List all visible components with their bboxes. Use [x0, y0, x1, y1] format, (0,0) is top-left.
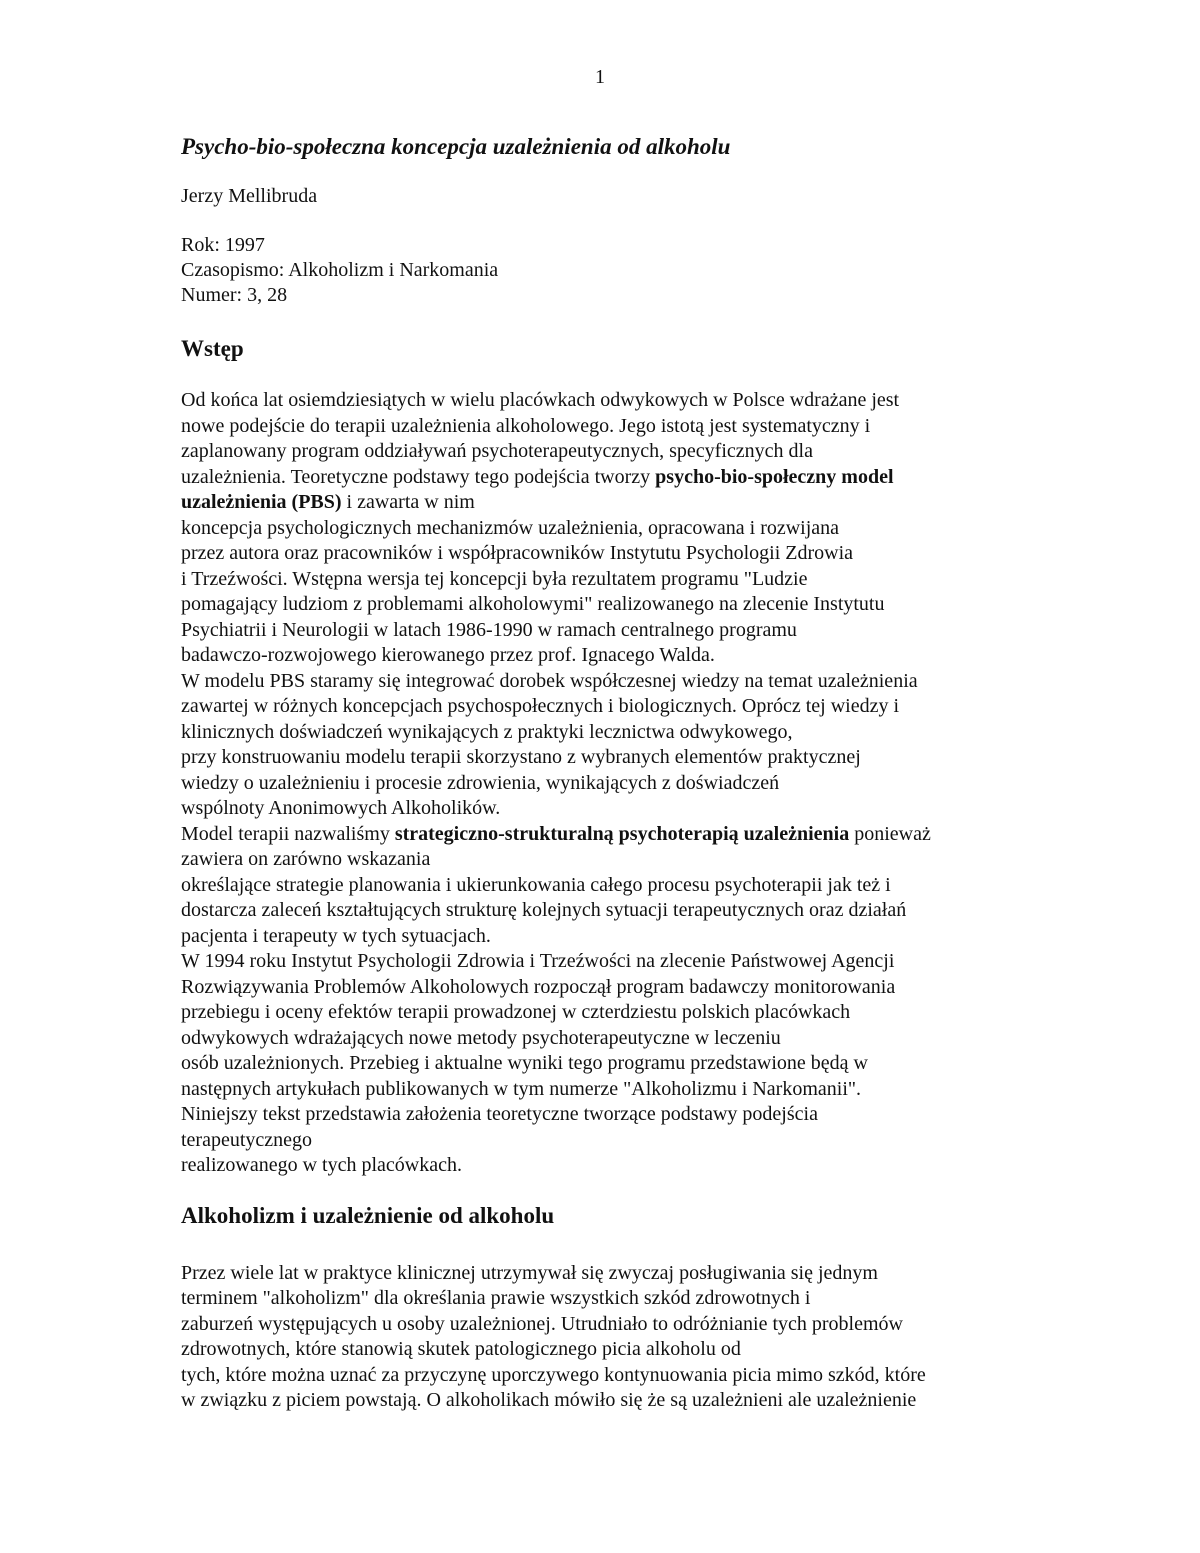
meta-number: Numer: 3, 28 — [181, 284, 288, 306]
publication-meta — [181, 233, 1141, 308]
text-line: Niniejszy tekst przedstawia założenia teoretyczne tworzące podstawy podejścia — [181, 1103, 818, 1125]
text-line: Rozwiązywania Problemów Alkoholowych rozpoczął program badawczy monitorowania — [181, 975, 896, 998]
bold-term-pbs-model: psycho-bio-społeczny model — [655, 465, 894, 488]
text-segment: uzależnienia. Teoretyczne podstawy tego podejścia tworzy — [181, 465, 656, 488]
text-line: dostarcza zaleceń kształtujących strukturę kolejnych sytuacji terapeutycznych oraz działań — [181, 899, 907, 921]
bold-term-therapy: strategiczno-strukturalną psychoterapią uzależnienia — [394, 822, 850, 845]
text-line — [181, 822, 1141, 848]
text-line: pacjenta i terapeuty w tych sytuacjach. — [181, 924, 491, 947]
text-line: W 1994 roku Instytut Psychologii Zdrowia i Trzeźwości na zlecenie Państwowej Agencji — [181, 950, 895, 972]
text-line: przez autora oraz pracowników i współpracowników Instytutu Psychologii Zdrowia — [181, 542, 854, 564]
text-line: określające strategie planowania i ukierunkowania całego procesu psychoterapii jak też i — [181, 873, 891, 896]
text-line: w związku z piciem powstają. O alkoholikach mówiło się że są uzależnieni ale uzależnienie — [181, 1389, 917, 1411]
text-line: tych, które można uznać za przyczynę uporczywego kontynuowania picia mimo szkód, które — [181, 1363, 926, 1386]
section-heading-intro: Wstęp — [181, 336, 244, 361]
author-name: Jerzy Mellibruda — [181, 185, 318, 207]
meta-year: Rok: 1997 — [181, 234, 265, 256]
text-line: Psychiatrii i Neurologii w latach 1986-1990 w ramach centralnego programu — [181, 618, 797, 641]
text-line: i Trzeźwości. Wstępna wersja tej koncepcji była rezultatem programu "Ludzie — [181, 567, 808, 590]
intro-paragraph — [181, 388, 1141, 1179]
text-line: badawczo-rozwojowego kierowanego przez prof. Ignacego Walda. — [181, 644, 715, 666]
text-line: odwykowych wdrażających nowe metody psychoterapeutyczne w leczeniu — [181, 1026, 781, 1049]
text-line: Od końca lat osiemdziesiątych w wielu placówkach odwykowych w Polsce wdrażane jest — [181, 389, 900, 411]
text-line: zdrowotnych, które stanowią skutek patologicznego picia alkoholu od — [181, 1338, 741, 1360]
text-line: wspólnoty Anonimowych Alkoholików. — [181, 797, 501, 819]
text-line: przy konstruowaniu modelu terapii skorzystano z wybranych elementów praktycznej — [181, 746, 861, 768]
meta-journal: Czasopismo: Alkoholizm i Narkomania — [181, 259, 499, 281]
text-line: pomagający ludziom z problemami alkoholowymi" realizowanego na zlecenie Instytutu — [181, 593, 885, 615]
text-line: Przez wiele lat w praktyce klinicznej utrzymywał się zwyczaj posługiwania się jednym — [181, 1261, 878, 1284]
text-line: terminem "alkoholizm" dla określania prawie wszystkich szkód zdrowotnych i — [181, 1287, 811, 1309]
text-line: koncepcja psychologicznych mechanizmów uzależnienia, opracowana i rozwijana — [181, 516, 840, 539]
text-line: realizowanego w tych placówkach. — [181, 1154, 462, 1176]
text-line: nowe podejście do terapii uzależnienia alkoholowego. Jego istotą jest systematyczny i — [181, 414, 871, 437]
text-line: zaplanowany program oddziaływań psychoterapeutycznych, specyficznych dla — [181, 440, 813, 462]
text-line: klinicznych doświadczeń wynikających z praktyki lecznictwa odwykowego, — [181, 720, 793, 743]
text-segment: ponieważ — [849, 822, 931, 845]
bold-term-pbs: uzależnienia (PBS) — [181, 491, 342, 513]
text-line: zaburzeń występujących u osoby uzależnionej. Utrudniało to odróżnianie tych problemów — [181, 1312, 903, 1335]
alcoholism-paragraph — [181, 1261, 1141, 1414]
text-line: terapeutycznego — [181, 1128, 313, 1151]
page-number: 1 — [595, 66, 605, 88]
text-line — [181, 490, 1141, 516]
document-content — [181, 132, 1141, 1414]
text-line: W modelu PBS staramy się integrować dorobek współczesnej wiedzy na temat uzależnienia — [181, 669, 918, 692]
text-line: przebiegu i oceny efektów terapii prowadzonej w czterdziestu polskich placówkach — [181, 1001, 851, 1023]
text-segment: i zawarta w nim — [341, 491, 475, 513]
text-segment: Model terapii nazwaliśmy — [181, 822, 395, 845]
text-line: osób uzależnionych. Przebieg i aktualne wyniki tego programu przedstawione będą w — [181, 1052, 869, 1074]
text-line: wiedzy o uzależnieniu i procesie zdrowienia, wynikających z doświadczeń — [181, 771, 780, 794]
text-line: zawartej w różnych koncepcjach psychospołecznych i biologicznych. Oprócz tej wiedzy i — [181, 695, 900, 717]
section-heading-alcoholism: Alkoholizm i uzależnienie od alkoholu — [181, 1202, 555, 1228]
document-title: Psycho-bio-społeczna koncepcja uzależnienia od alkoholu — [181, 134, 731, 159]
text-line: następnych artykułach publikowanych w tym numerze "Alkoholizmu i Narkomanii". — [181, 1077, 862, 1100]
text-line — [181, 465, 1141, 491]
text-line: zawiera on zarówno wskazania — [181, 848, 431, 870]
